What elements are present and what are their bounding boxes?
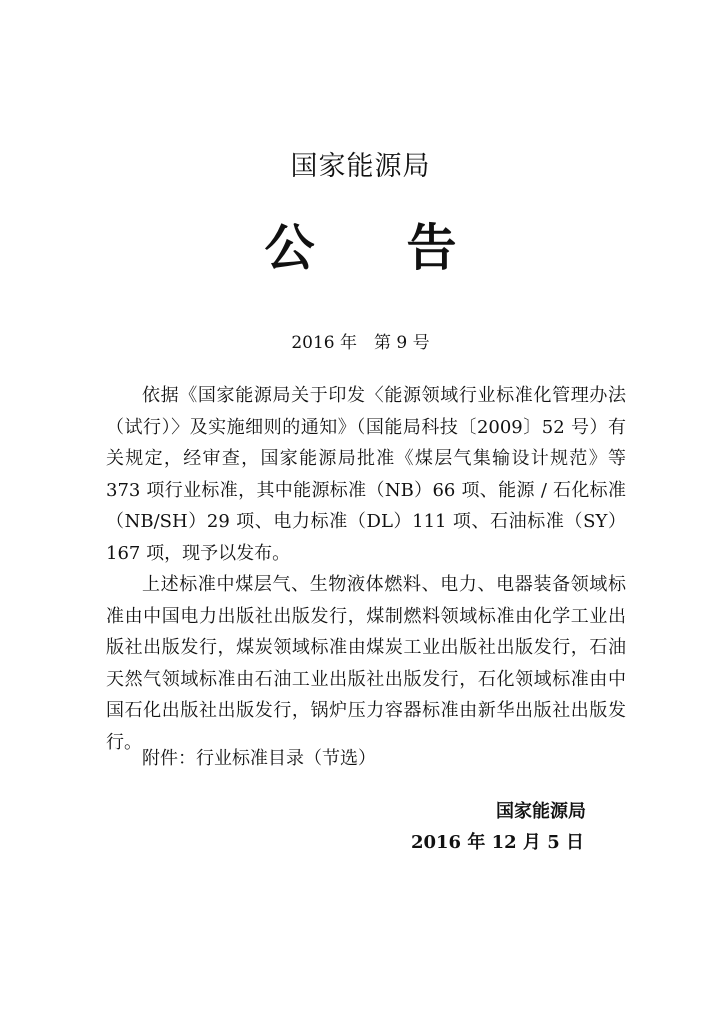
issuer-heading: 国家能源局 (290, 151, 431, 182)
body-paragraph-1: 依据《国家能源局关于印发〈能源领域行业标准化管理办法（试行）〉及实施细则的通知》（国能局科技〔2009〕52 号）有关规定，经审查，国家能源局批准《煤层气集输设计规范》等 373 项行业标准，其中能源标准（NB）66 项、能源 / 石化标准（NB/SH）29 项、电力标准（DL）111 项、石油标准（SY）167 项，现予以发布。 (106, 385, 626, 564)
document-number: 2016 年 第 9 号 (291, 333, 430, 353)
announcement-body (106, 380, 626, 758)
signature-issuer: 国家能源局 (496, 801, 586, 822)
signature-date: 2016 年 12 月 5 日 (410, 832, 584, 853)
document-title (0, 208, 721, 280)
body-paragraph-2: 上述标准中煤层气、生物液体燃料、电力、电器装备领域标准由中国电力出版社出版发行，煤制燃料领域标准由化学工业出版社出版发行，煤炭领域标准由煤炭工业出版社出版发行，石油天然气领域标准由石油工业出版社出版发行，石化领域标准由中国石化出版社出版发行，锅炉压力容器标准由新华出版社出版发行。 (106, 574, 626, 753)
title-char-1: 公 (264, 219, 315, 277)
title-char-2: 告 (406, 219, 457, 277)
attachment-note: 附件：行业标准目录（节选） (142, 748, 376, 769)
